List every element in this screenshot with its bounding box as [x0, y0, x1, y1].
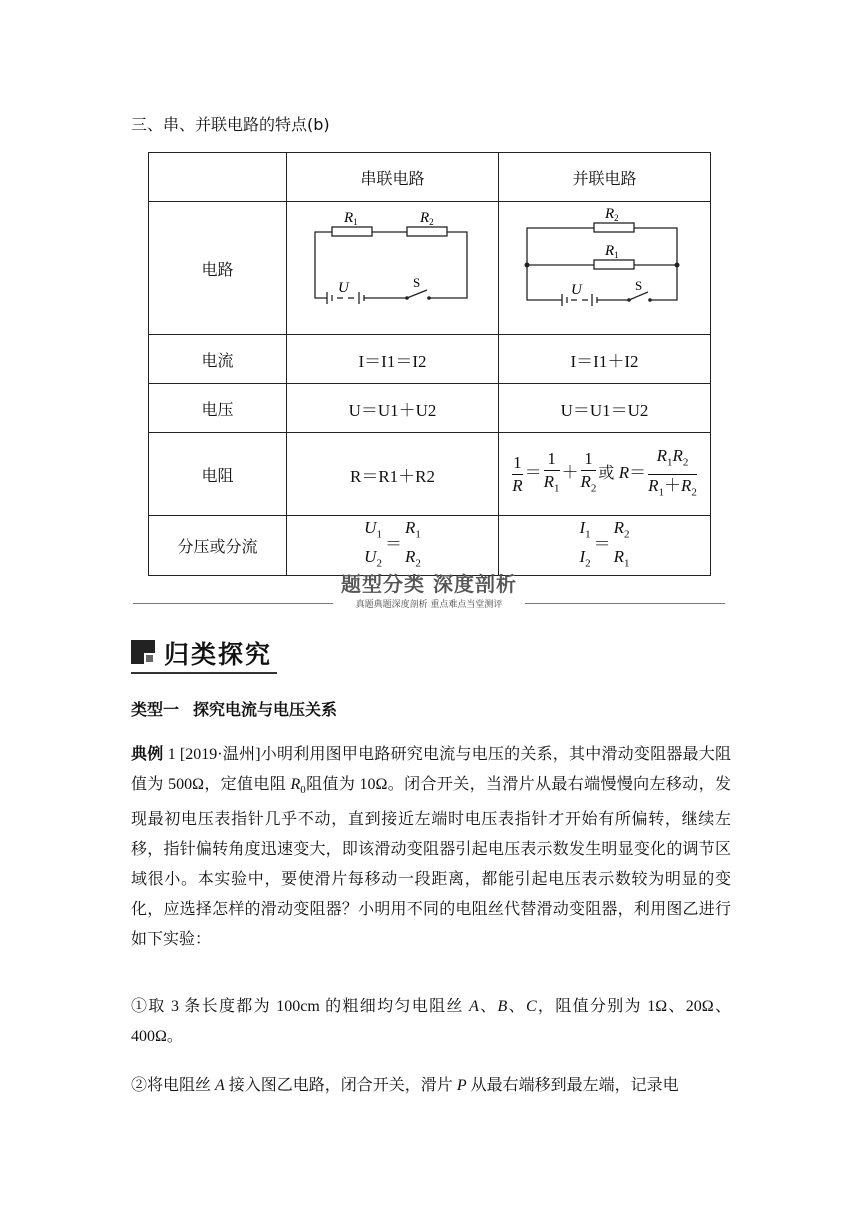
step2-text-part1: ②将电阻丝 — [131, 1077, 216, 1094]
or-connector: 或 — [598, 462, 615, 482]
table-row-resistance — [149, 433, 711, 516]
banner-title: 题型分类 深度剖析 — [341, 572, 517, 596]
label-r1: $R_1$ — [344, 210, 358, 227]
series-parallel-table — [148, 152, 711, 576]
label-u: U — [571, 282, 582, 298]
row-label-voltage: 电压 — [149, 384, 287, 433]
row-label-current: 电流 — [149, 335, 287, 384]
section-banner — [133, 568, 725, 612]
slider-p: P — [456, 1077, 467, 1094]
table-row-division — [149, 516, 711, 576]
label-s: S — [635, 278, 643, 293]
step2-text-part3: 从最右端移到最左端，记录电 — [466, 1077, 679, 1094]
wire-a: A — [215, 1077, 225, 1094]
step1-separator: 、 — [478, 998, 498, 1015]
example-text-part2: 阻值为 10Ω。闭合开关，当滑片从最右端慢慢向左移动，发现最初电压表指针几乎不动，直到接近左端时电压表指针才开始有所偏转，继续左移，指针偏转角度迅速变大，即该滑动变阻器引起电压表示数发生明显变化的调节区域很小。本实验中，要使滑片每移动一段距离，都能引起电压表示数较为明显的变化，应选择怎样的滑动变阻器？小明用不同的电阻丝代替滑动变阻器，利用图乙进行如下实验： — [131, 776, 731, 949]
example-paragraph — [131, 739, 731, 955]
series-diagram-cell — [287, 202, 499, 335]
type-heading — [131, 697, 337, 720]
header-parallel: 并联电路 — [499, 153, 711, 202]
series-resistance-formula: R＝R1＋R2 — [287, 433, 499, 516]
series-division-formula: $U_1$ $U_2$ ＝ $R_1$ $R_2$ — [287, 516, 499, 576]
step1-separator: 、 — [507, 998, 526, 1015]
parallel-circuit-diagram — [499, 202, 710, 330]
step1-text-part1: ①取 3 条长度都为 100cm 的粗细均匀电阻丝 — [131, 998, 470, 1015]
parallel-current-formula: I＝I1＋I2 — [499, 335, 711, 384]
banner-divider-right — [525, 603, 725, 604]
category-heading-text: 归类探究 — [164, 640, 273, 669]
parallel-voltage-formula: U＝U1＝U2 — [499, 384, 711, 433]
step-1 — [131, 992, 731, 1052]
category-underline — [131, 672, 277, 674]
parallel-division-formula: $I_1$ $I_2$ ＝ $R_2$ $R_1$ — [499, 516, 711, 576]
banner-subtitle: 真题典题深度剖析 重点难点当堂测评 — [355, 600, 503, 610]
label-s: S — [413, 275, 421, 290]
example-text-part1: 小明利用图甲电路研究电流与电压的关系，其中滑动变阻器最大阻值为 500Ω，定值电阻 — [131, 746, 731, 793]
label-r1: $R_1$ — [605, 243, 619, 260]
var-r0-subscript: 0 — [300, 784, 306, 797]
example-label: 典例 — [131, 744, 164, 763]
parallel-resistance-formula: $\frac{1}{R}$ ＝ $\frac{1}{R_1}$ ＋ $\frac{1}{R_2}$ 或 R＝ $\frac{R_1R_2}{R_1+R_2}$ — [499, 433, 711, 516]
parallel-diagram-cell — [499, 202, 711, 335]
label-r2: $R_2$ — [420, 210, 434, 227]
square-bullet-icon — [131, 640, 155, 664]
row-label-circuit: 电路 — [149, 202, 287, 335]
step2-text-part2: 接入图乙电路，闭合开关，滑片 — [224, 1077, 457, 1094]
series-voltage-formula: U＝U1＋U2 — [287, 384, 499, 433]
wire-b: B — [497, 998, 508, 1015]
label-r2: $R_2$ — [605, 206, 619, 223]
step1-text-part2: ，阻值分别为 1Ω、20Ω、400Ω。 — [131, 998, 731, 1045]
table-row-voltage — [149, 384, 711, 433]
example-number: 1 — [167, 746, 176, 763]
header-empty-cell — [149, 153, 287, 202]
category-heading — [131, 635, 281, 673]
row-label-division: 分压或分流 — [149, 516, 287, 576]
step-2 — [131, 1071, 731, 1101]
wire-a: A — [469, 998, 479, 1015]
label-u: U — [338, 280, 349, 296]
table-row-circuit — [149, 202, 711, 335]
header-series: 串联电路 — [287, 153, 499, 202]
type-label: 类型一 — [131, 700, 180, 719]
var-r0: R — [290, 776, 301, 793]
series-current-formula: I＝I1＝I2 — [287, 335, 499, 384]
row-label-resistance: 电阻 — [149, 433, 287, 516]
section-heading: 三、串、并联电路的特点(b) — [131, 115, 330, 134]
table-row-current — [149, 335, 711, 384]
example-source: [2019·温州] — [179, 746, 261, 763]
wire-c: C — [525, 998, 537, 1015]
table-header-row — [149, 153, 711, 202]
series-circuit-diagram — [287, 202, 498, 330]
type-title: 探究电流与电压关系 — [193, 700, 338, 719]
